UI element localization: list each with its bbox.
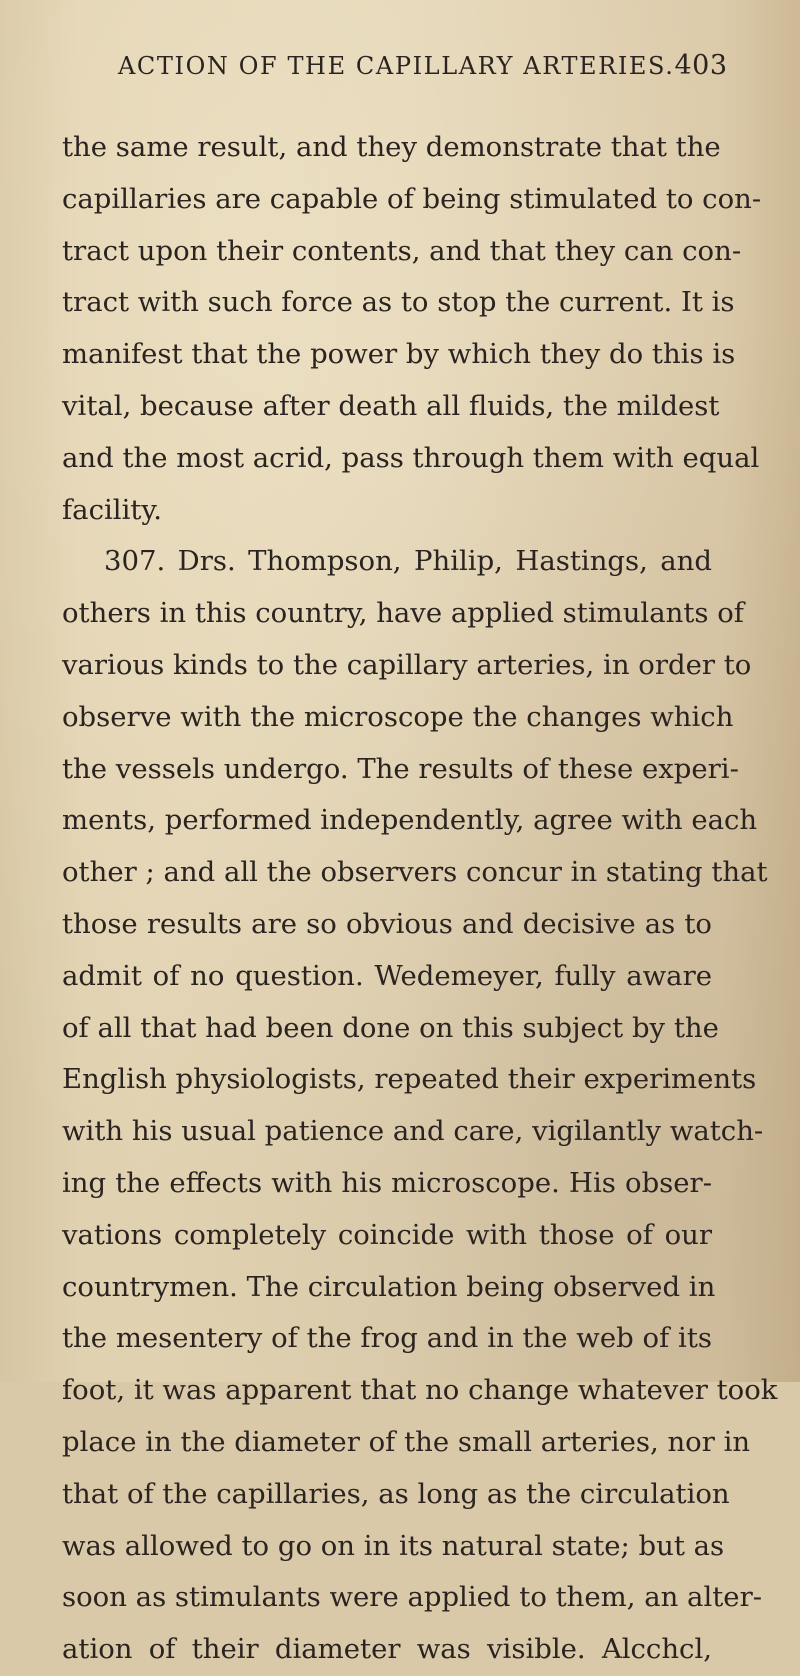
text-line: various kinds to the capillary arteries, in order to bbox=[62, 648, 752, 681]
body-text bbox=[62, 122, 778, 1676]
text-line: with his usual patience and care, vigilantly watch- bbox=[62, 1115, 764, 1148]
text-line: the vessels undergo. The results of these experi- bbox=[62, 752, 739, 785]
text-line: the mesentery of the frog and in the web of its bbox=[62, 1322, 712, 1355]
text-line: tract upon their contents, and that they can con- bbox=[62, 234, 742, 267]
text-line: capillaries are capable of being stimulated to con- bbox=[62, 182, 762, 215]
text-line: those results are so obvious and decisive as to bbox=[62, 907, 712, 940]
text-line: countrymen. The circulation being observed in bbox=[62, 1270, 716, 1303]
text-line: ments, performed independently, agree with each bbox=[62, 804, 758, 837]
running-title: ACTION OF THE CAPILLARY ARTERIES. bbox=[118, 52, 675, 80]
text-line: that of the capillaries, as long as the circulation bbox=[62, 1477, 730, 1510]
paragraph-start-line: 307. Drs. Thompson, Philip, Hastings, and bbox=[104, 545, 712, 578]
text-line: ation of their diameter was visible. Alcchcl, bbox=[62, 1633, 712, 1666]
text-line: admit of no question. Wedemeyer, fully aware bbox=[62, 959, 712, 992]
text-line: others in this country, have applied stimulants of bbox=[62, 597, 744, 630]
text-line: manifest that the power by which they do this is bbox=[62, 338, 736, 371]
text-line: vital, because after death all fluids, the mildest bbox=[62, 389, 720, 422]
text-line: foot, it was apparent that no change whatever took bbox=[62, 1374, 778, 1407]
text-line: the same result, and they demonstrate that the bbox=[62, 131, 721, 163]
running-header bbox=[118, 50, 728, 81]
text-line: ing the effects with his microscope. His obser- bbox=[62, 1166, 712, 1199]
text-line: vations completely coincide with those of our bbox=[62, 1218, 712, 1251]
text-line: tract with such force as to stop the current. It is bbox=[62, 286, 735, 319]
page-number: 403 bbox=[674, 50, 728, 81]
text-line: other ; and all the observers concur in stating that bbox=[62, 856, 768, 889]
text-line: was allowed to go on in its natural state; but as bbox=[62, 1529, 725, 1562]
text-line: and the most acrid, pass through them with equal bbox=[62, 441, 760, 474]
text-line: English physiologists, repeated their experiments bbox=[62, 1063, 757, 1096]
text-line: observe with the microscope the changes which bbox=[62, 700, 734, 733]
text-line: place in the diameter of the small arteries, nor in bbox=[62, 1425, 751, 1458]
text-line: facility. bbox=[62, 493, 163, 526]
text-line: soon as stimulants were applied to them, an alter- bbox=[62, 1581, 763, 1614]
text-line: of all that had been done on this subject by the bbox=[62, 1011, 719, 1044]
